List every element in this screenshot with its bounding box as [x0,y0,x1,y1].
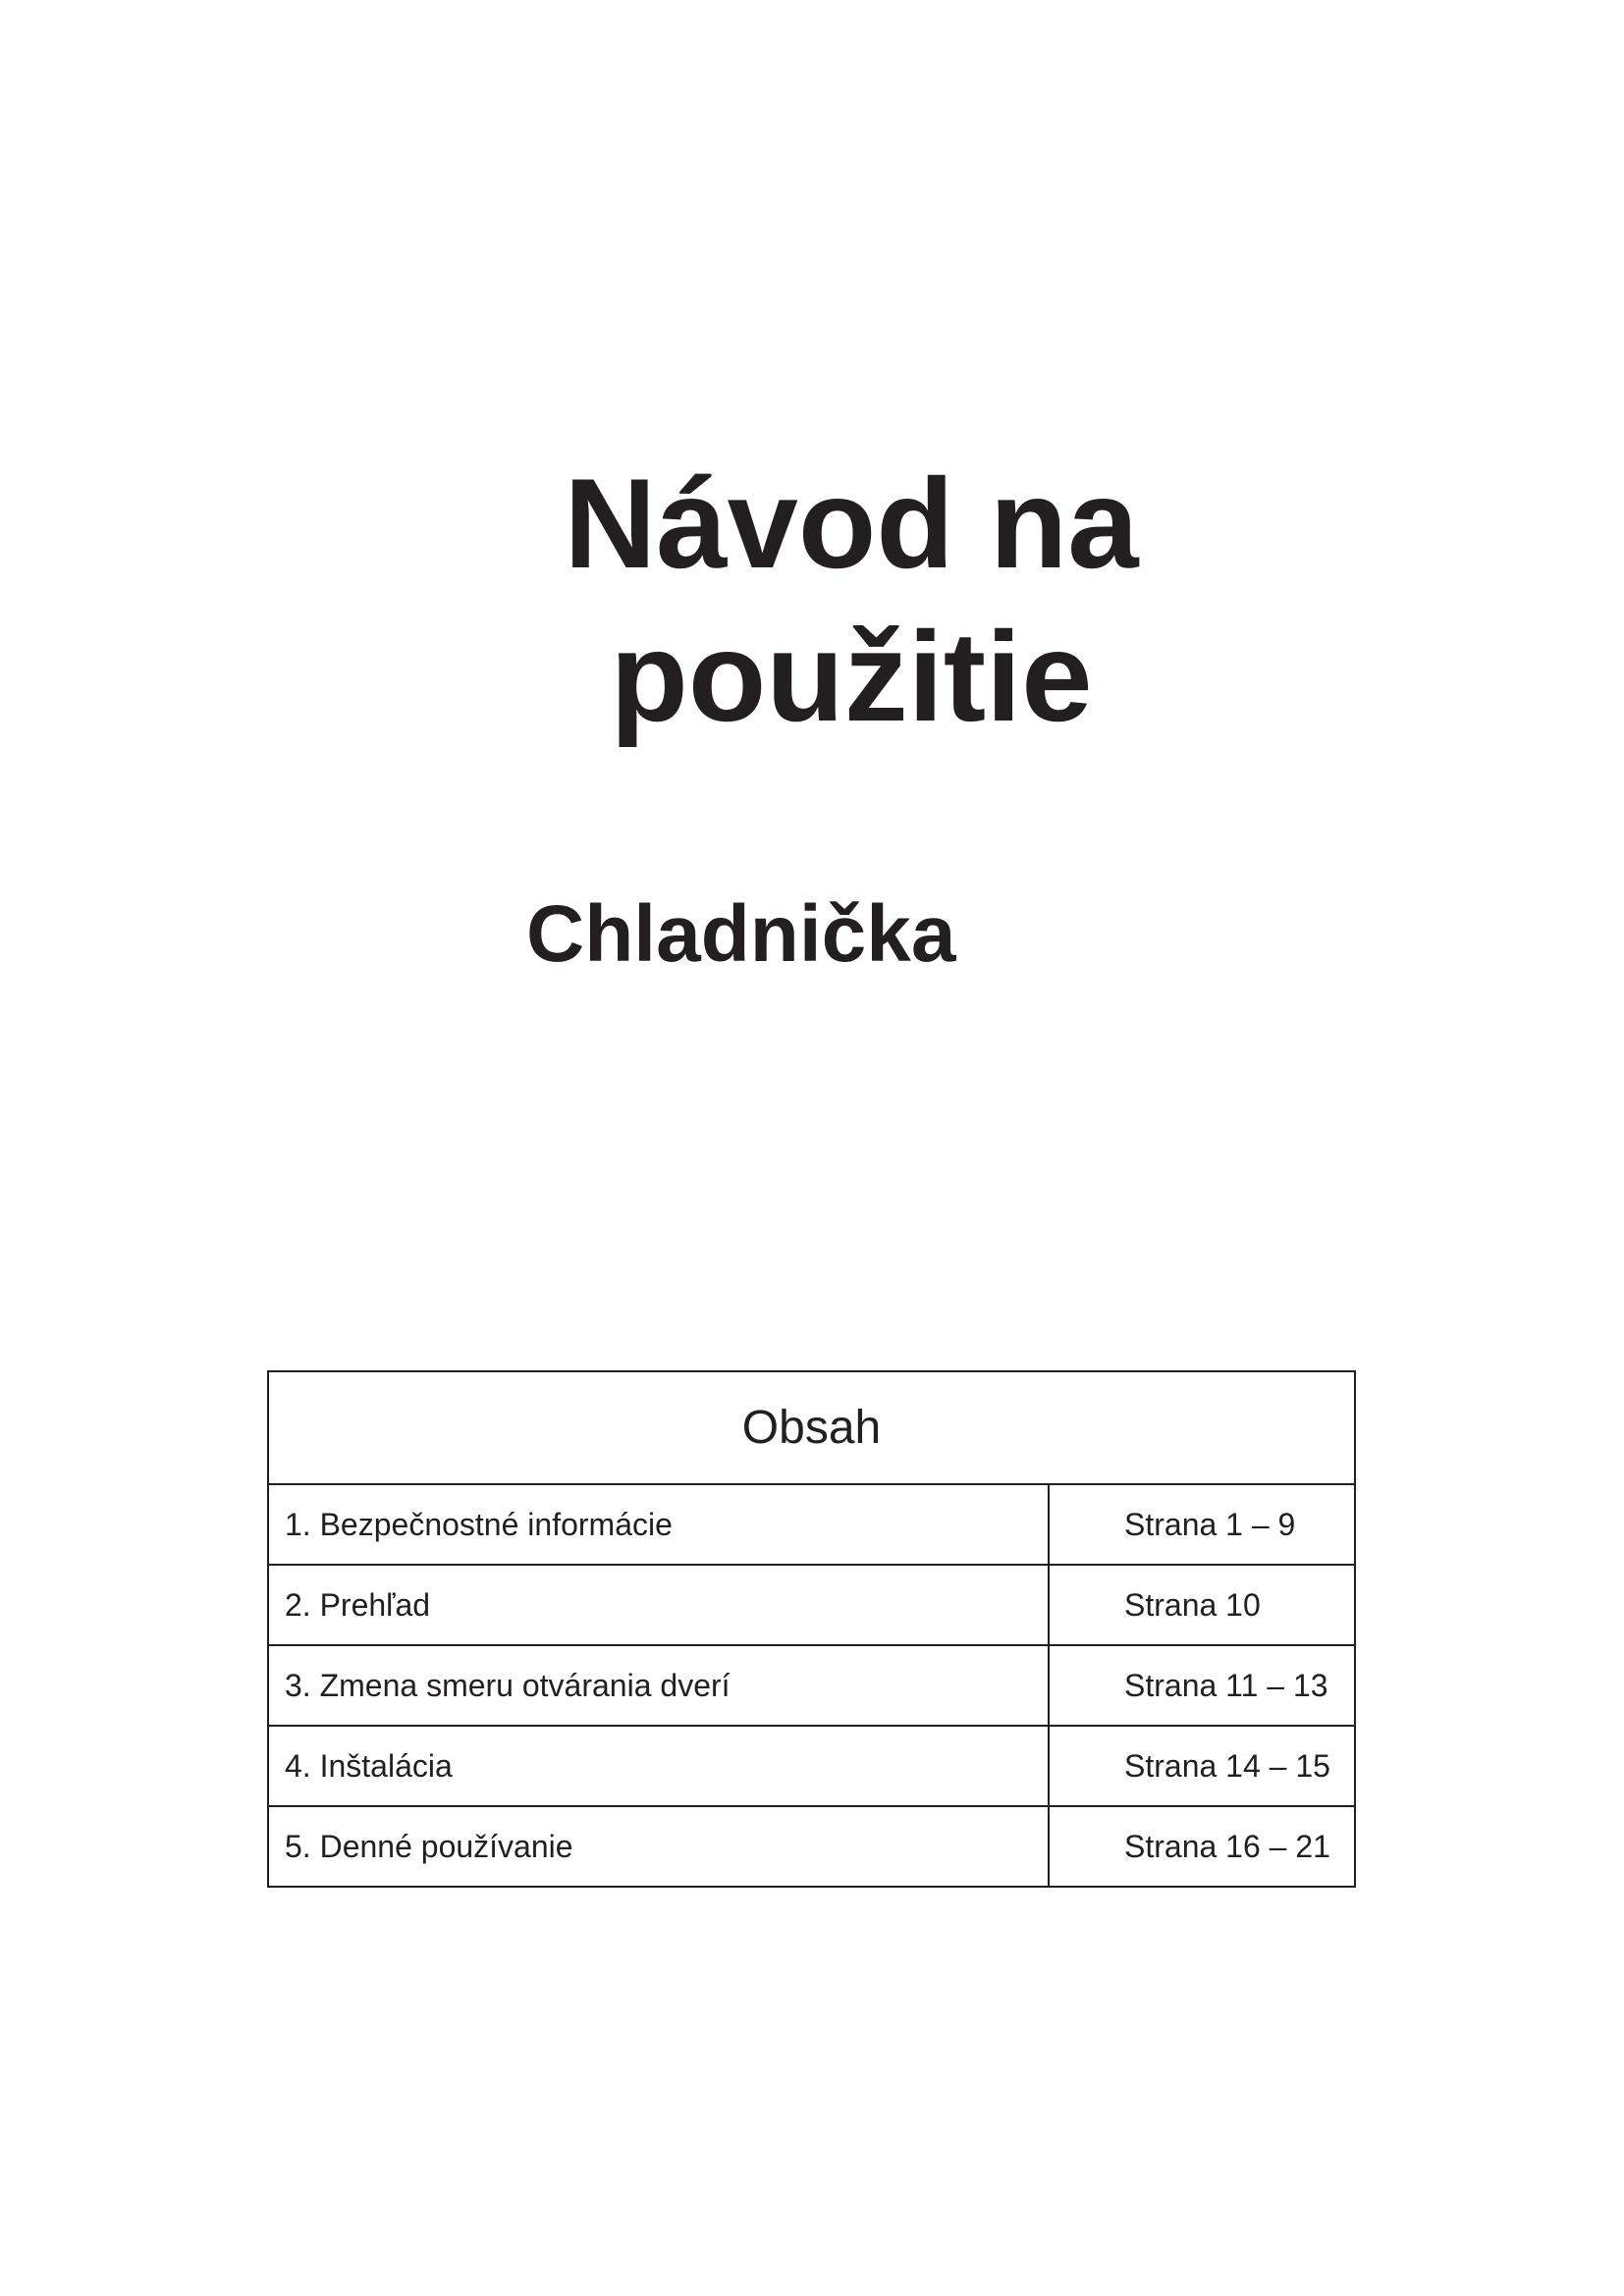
toc-page-ref: Strana 10 [1049,1565,1355,1645]
document-subtitle: Chladnička [526,889,956,979]
toc-page-ref: Strana 16 – 21 [1049,1806,1355,1887]
table-row [268,1726,1355,1806]
toc-item: 3. Zmena smeru otvárania dverí [268,1645,1049,1726]
document-title-line-2: použitie [610,605,1093,748]
toc-item: 5. Denné používanie [268,1806,1049,1887]
table-row [268,1806,1355,1887]
toc-item: 1. Bezpečnostné informácie [268,1484,1049,1565]
table-row [268,1565,1355,1645]
toc-heading: Obsah [268,1371,1355,1484]
document-title [0,447,1624,753]
document-title-line-1: Návod na [564,452,1139,595]
toc-page-ref: Strana 1 – 9 [1049,1484,1355,1565]
table-row [268,1645,1355,1726]
toc-item: 2. Prehľad [268,1565,1049,1645]
table-of-contents [267,1370,1356,1888]
table-row [268,1484,1355,1565]
toc-heading-row [268,1371,1355,1484]
toc-page-ref: Strana 11 – 13 [1049,1645,1355,1726]
toc-page-ref: Strana 14 – 15 [1049,1726,1355,1806]
toc-item: 4. Inštalácia [268,1726,1049,1806]
